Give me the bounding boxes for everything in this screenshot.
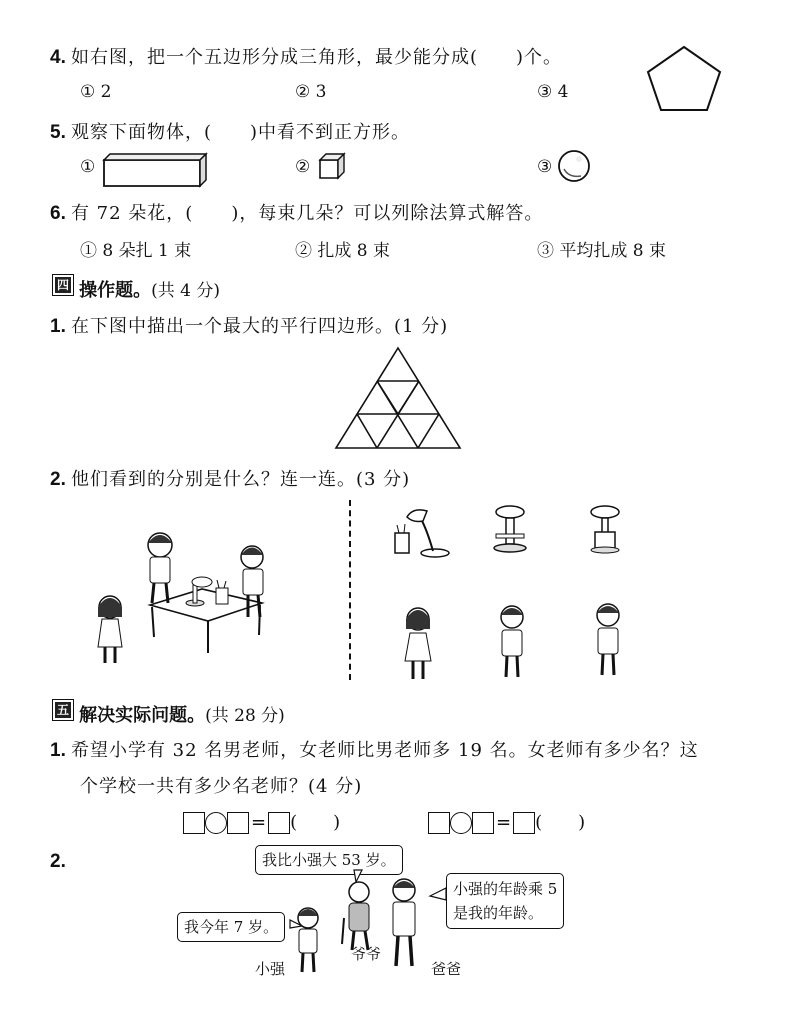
question-number: 6. — [50, 203, 66, 224]
lamp-view-back — [585, 502, 625, 557]
question-4 — [50, 43, 562, 69]
section-note: (共 4 分) — [151, 281, 220, 301]
boy-speech-bubble: 我今年 7 岁。 — [177, 912, 285, 942]
section-badge: 五 — [52, 699, 74, 721]
question-number: 1. — [50, 316, 66, 337]
lamp-view-front — [490, 502, 530, 557]
sphere-figure — [557, 149, 591, 183]
label-grandpa: 爷爷 — [351, 945, 382, 963]
cube-figure — [318, 152, 348, 182]
question-text-line2: 个学校一共有多少名老师？(4 分) — [80, 776, 363, 797]
question-number: 5. — [50, 122, 66, 143]
question-number: 2. — [50, 469, 66, 490]
section-4-header — [52, 274, 220, 302]
question-text: 如右图，把一个五边形分成三角形，最少能分成( )个。 — [70, 47, 562, 68]
dashed-divider — [349, 500, 351, 680]
unit-blank[interactable]: ( ) — [535, 812, 586, 833]
section-title: 操作题。 — [79, 280, 152, 301]
question-6 — [50, 199, 543, 225]
boy-xiaoqiang-figure — [298, 908, 318, 972]
answer-box[interactable] — [428, 812, 450, 834]
option-1: ① 2 — [80, 82, 112, 102]
option-2: ② 3 — [295, 82, 327, 102]
question-text: 他们看到的分别是什么？连一连。(3 分) — [70, 469, 411, 490]
option-3-mark: ③ — [537, 157, 553, 177]
option-1: ① 8 朵扎 1 束 — [80, 241, 192, 261]
unit-blank[interactable]: ( ) — [290, 812, 341, 833]
question-number: 1. — [50, 740, 66, 761]
option-2-mark: ② — [295, 157, 311, 177]
scene-illustration — [90, 525, 290, 690]
grandpa-figure — [342, 882, 369, 950]
question-text: 观察下面物体，( )中看不到正方形。 — [70, 122, 410, 143]
label-dad: 爸爸 — [431, 960, 462, 978]
option-3: ③ 4 — [537, 82, 569, 102]
section-title: 解决实际问题。 — [79, 705, 206, 726]
label-boy: 小强 — [255, 960, 286, 978]
answer-box[interactable] — [472, 812, 494, 834]
operator-circle[interactable] — [450, 812, 472, 834]
option-1-mark: ① — [80, 157, 96, 177]
dad-speech-bubble — [446, 873, 564, 929]
girl-figure — [98, 596, 122, 663]
section-badge: 四 — [52, 274, 74, 296]
option-3: ③ 平均扎成 8 束 — [537, 241, 667, 261]
s5-question-1 — [50, 736, 699, 762]
question-5 — [50, 118, 410, 144]
operator-circle[interactable] — [205, 812, 227, 834]
equation-template-2 — [428, 808, 585, 834]
answer-box[interactable] — [268, 812, 290, 834]
option-2: ② 扎成 8 束 — [295, 241, 391, 261]
pen-cup-drawing — [216, 580, 228, 604]
boy-option-figure-b — [588, 601, 628, 681]
answer-box[interactable] — [183, 812, 205, 834]
pentagon-figure — [645, 44, 723, 114]
dad-speech-line1: 小强的年龄乘 5 — [453, 880, 558, 898]
dad-figure — [393, 879, 415, 966]
cuboid-figure — [100, 150, 210, 190]
girl-option-figure — [398, 605, 438, 685]
question-number: 2. — [50, 851, 66, 872]
lamp-view-side — [393, 505, 453, 560]
s5-question-2 — [50, 851, 66, 873]
triangle-grid-figure — [334, 346, 464, 450]
equals-sign: = — [496, 812, 512, 833]
answer-box[interactable] — [227, 812, 249, 834]
answer-box[interactable] — [513, 812, 535, 834]
section-5-header — [52, 699, 285, 727]
equals-sign: = — [251, 812, 267, 833]
boy-figure-back — [148, 533, 172, 603]
grandpa-speech-bubble: 我比小强大 53 岁。 — [255, 845, 403, 875]
boy-option-figure-a — [492, 603, 532, 683]
question-text: 在下图中描出一个最大的平行四边形。(1 分) — [70, 316, 449, 337]
question-text-line1: 希望小学有 32 名男老师，女老师比男老师多 19 名。女老师有多少名？这 — [70, 740, 699, 761]
question-number: 4. — [50, 47, 66, 68]
question-text: 有 72 朵花，( )，每束几朵？可以列除法算式解答。 — [70, 203, 544, 224]
s4-question-2 — [50, 465, 410, 491]
s4-question-1 — [50, 312, 448, 338]
dad-speech-line2: 是我的年龄。 — [453, 904, 544, 922]
section-note: (共 28 分) — [205, 706, 285, 726]
equation-template-1 — [183, 808, 340, 834]
